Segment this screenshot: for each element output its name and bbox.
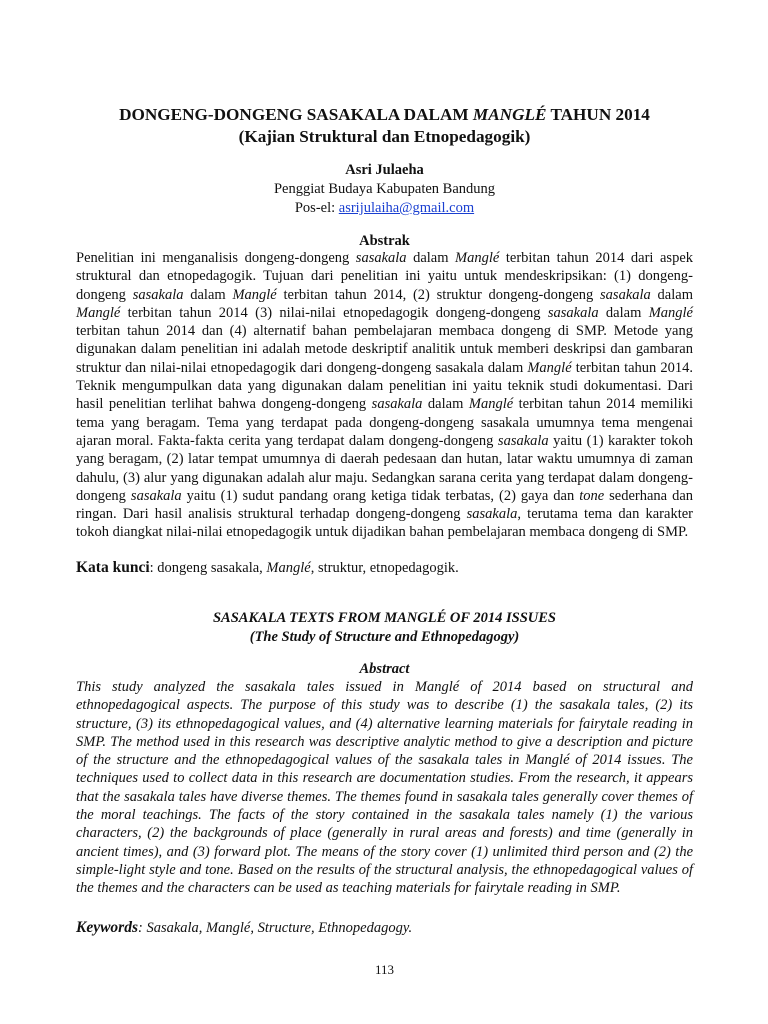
author-affiliation: Penggiat Budaya Kabupaten Bandung xyxy=(273,181,496,197)
abstrak-text-run: dalam xyxy=(598,304,649,321)
abstrak-italic-term: tone xyxy=(579,487,605,504)
abstrak-text-run: terbitan tahun 2014 memiliki tema yang beragam. Tema yang terdapat pada dongeng-dongeng sasakala umumnya tema mengenai ajaran moral. Fakta-fakta cerita yang terdapat dalam dongeng-dongeng xyxy=(76,396,694,449)
abstrak-text-run: dalam xyxy=(406,250,456,266)
abstrak-italic-term: Manglé xyxy=(455,250,500,266)
abstrak-text-run: dalam xyxy=(650,286,693,303)
author-email-line xyxy=(76,199,693,218)
abstrak-text-run: yaitu (1) sudut pandang orang ketiga tidak terbatas, (2) gaya dan xyxy=(181,487,580,504)
abstrak-text-run: terbitan tahun 2014 dari aspek struktural dan etnopedagogik. Tujuan dari penelitian ini yaitu untuk mendeskripsikan: (1) dongeng-dongeng xyxy=(76,250,693,303)
title-line-1 xyxy=(76,104,693,126)
abstrak-text-run: yaitu (1) karakter tokoh yang beragam, (2) latar tempat umumnya di daerah pedesaan dan hutan, latar waktu umumnya di zaman dahulu, (3) alur yang digunakan adalah alur maju. Sedangkan sarana cerita yang terdapat dalam dongeng-dongeng xyxy=(76,432,694,504)
abstrak-italic-term: sasakala xyxy=(547,304,599,321)
abstrak-text-run: dalam xyxy=(183,286,233,303)
abstrak-italic-term: sasakala xyxy=(497,432,549,449)
abstrak-italic-term: sasakala xyxy=(355,250,407,266)
keywords-label: Keywords xyxy=(76,919,138,936)
abstrak-text-run: sederhana dan ringan. Dari hasil analisis struktural terhadap dongeng-dongeng xyxy=(76,487,694,523)
kata-kunci-italic: Manglé xyxy=(266,560,311,576)
title-text-post: TAHUN 2014 xyxy=(546,105,650,124)
kata-kunci-label: Kata kunci xyxy=(76,559,150,576)
abstrak-italic-term: sasakala xyxy=(130,487,182,504)
abstrak-italic-term: sasakala xyxy=(466,506,518,523)
abstract-heading: Abstract xyxy=(359,661,410,677)
paper-title xyxy=(76,104,693,148)
abstrak-heading: Abstrak xyxy=(359,233,410,249)
abstrak-text-run: terbitan tahun 2014 dan (4) alternatif bahan pembelajaran membaca dongeng di SMP. Metode yang digunakan dalam penelitian ini adalah metode deskriptif analitik untuk memberi deskripsi dan gambaran struktur dan nilai-nilai etnopedagogik dari dongeng-dongeng sasakala dalam xyxy=(76,323,693,376)
abstrak-text-run: terbitan tahun 2014, (2) struktur dongeng-dongeng xyxy=(276,286,601,303)
kata-kunci-text: : dongeng sasakala, xyxy=(149,560,267,576)
abstrak-text-run: Penelitian ini menganalisis dongeng-dongeng xyxy=(76,250,356,266)
english-title-line-1: SASAKALA TEXTS FROM MANGLÉ OF 2014 ISSUES xyxy=(212,610,556,626)
page-number: 113 xyxy=(374,962,395,977)
abstract-body xyxy=(76,678,693,898)
abstrak-paragraph xyxy=(76,249,693,542)
author-block xyxy=(76,161,693,218)
kata-kunci-text-end: , struktur, etnopedagogik. xyxy=(310,560,459,576)
title-text-pre: DONGENG-DONGENG SASAKALA DALAM xyxy=(119,105,473,124)
author-name: Asri Julaeha xyxy=(345,162,424,178)
abstrak-text-run: terbitan tahun 2014. Teknik mengumpulkan data yang digunakan dalam penelitian ini yaitu teknik studi dokumentasi. Dari hasil penelitian terlihat bahwa dongeng-dongeng xyxy=(76,359,693,413)
email-label: Pos-el: xyxy=(294,200,339,216)
email-link[interactable]: asrijulaiha@gmail.com xyxy=(338,200,475,216)
english-title xyxy=(76,609,693,647)
abstrak-text-run: dalam xyxy=(422,396,469,413)
abstrak-italic-term: sasakala xyxy=(132,286,184,303)
keywords xyxy=(76,919,693,937)
title-text-italic: MANGLÉ xyxy=(472,105,547,124)
abstrak-italic-term: Manglé xyxy=(527,359,572,376)
abstrak-italic-term: sasakala xyxy=(371,396,423,413)
kata-kunci xyxy=(76,559,693,577)
abstrak-italic-term: Manglé xyxy=(76,304,121,321)
abstrak-italic-term: Manglé xyxy=(232,286,277,303)
abstrak-italic-term: sasakala xyxy=(600,286,651,303)
english-title-line-2: (The Study of Structure and Ethnopedagogy) xyxy=(249,629,520,645)
abstrak-body xyxy=(76,249,693,542)
abstrak-text-run: , terutama tema dan karakter tokoh diangkat nilai-nilai etnopedagogik untuk dijadikan bahan pembelajaran membaca dongeng di SMP. xyxy=(76,506,693,541)
abstrak-text-run: terbitan tahun 2014 (3) nilai-nilai etnopedagogik dongeng-dongeng xyxy=(120,304,548,321)
keywords-value: : Sasakala, Manglé, Structure, Ethnopedagogy. xyxy=(138,920,413,936)
title-line-2: (Kajian Struktural dan Etnopedagogik) xyxy=(238,127,531,146)
abstrak-italic-term: Manglé xyxy=(468,396,514,413)
abstrak-italic-term: Manglé xyxy=(648,304,693,321)
abstract-paragraph: This study analyzed the sasakala tales issued in Manglé of 2014 based on structural and ethnopedagogical aspects. The purpose of this study was to describe (1) the sasakala tales, (2) its structure, (3) its ethnopedagogical values, and (4) alternative learning materials for fairytale reading in SMP. The method used in this research was descriptive analytic method to give a description and picture of the structure and the ethnopedagogical values of the sasakala tales in Manglé of 2014 issues. The techniques used to collect data in this research are documentation studies. From the research, it appears that the sasakala tales have diverse themes. The themes found in sasakala tales generally cover themes of the moral teachings. The facts of the story contained in the sasakala tales namely (1) the various characters, (2) the backgrounds of place (generally in rural areas and forests) and time (generally in ancient times), and (3) forward plot. The means of the story cover (1) unlimited third person and (2) the simple-light style and tone. Based on the results of the structural analysis, the ethnopedagogical values of the themes and the characters can be used as teaching materials for fairytale reading in SMP. xyxy=(76,679,693,897)
